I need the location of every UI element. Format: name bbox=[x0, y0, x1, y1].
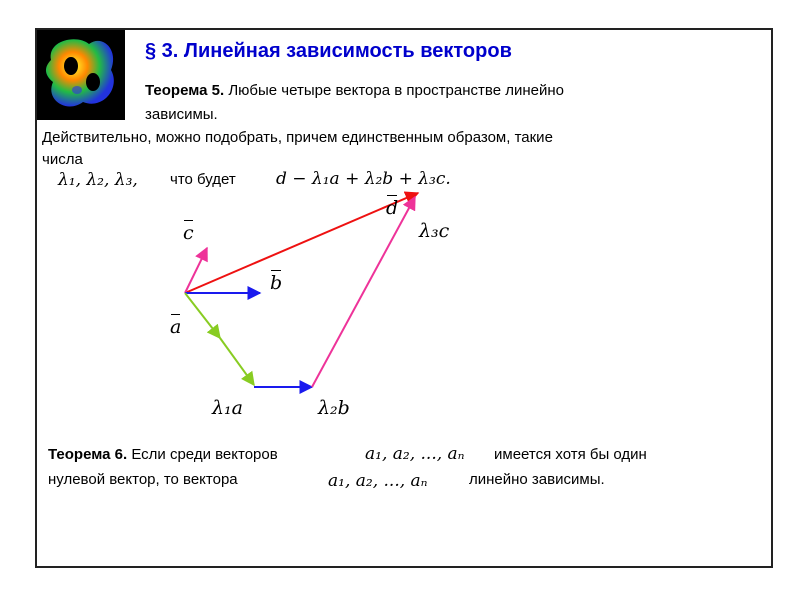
vector-lambda3-c bbox=[312, 197, 415, 387]
theorem6-text-2b: линейно зависимы. bbox=[469, 471, 605, 488]
vector-c bbox=[185, 248, 207, 293]
theorem6-text-2a: нулевой вектор, то вектора bbox=[48, 471, 238, 488]
proof-that-will: что будет bbox=[170, 171, 236, 188]
label-b: b bbox=[270, 272, 283, 294]
page-title: § 3. Линейная зависимость векторов bbox=[145, 40, 512, 62]
theorem6-text-1b: имеется хотя бы один bbox=[494, 446, 647, 463]
theorem6-line1-start bbox=[48, 446, 278, 463]
label-d: d bbox=[386, 197, 399, 219]
label-lambda1-a: λ₁a bbox=[212, 397, 243, 419]
label-a: a bbox=[170, 316, 182, 338]
proof-line1: Действительно, можно подобрать, причем единственным образом, такие bbox=[42, 129, 553, 146]
vector-a bbox=[185, 293, 220, 338]
theorem6-heading: Теорема 6. bbox=[48, 446, 128, 463]
vector-lambda1-a bbox=[220, 338, 254, 385]
theorem6-text-1a: Если среди векторов bbox=[131, 446, 278, 463]
theorem5-text: Любые четыре вектора в пространстве линейно bbox=[228, 82, 564, 99]
lambda-list: λ₁, λ₂, λ₃, bbox=[58, 170, 138, 190]
theorem5-line2: зависимы. bbox=[145, 106, 218, 123]
label-c: c bbox=[183, 222, 194, 244]
label-lambda2-b: λ₂b bbox=[318, 397, 350, 419]
theorem5-heading: Теорема 5. bbox=[145, 82, 225, 99]
vector-d bbox=[185, 193, 418, 293]
label-lambda3-c: λ₃c bbox=[419, 220, 450, 242]
theorem6-vectors-1: a₁, a₂, ..., aₙ bbox=[365, 444, 465, 464]
theorem6-vectors-2: a₁, a₂, ..., aₙ bbox=[328, 471, 428, 491]
proof-equation: d − λ₁a + λ₂b + λ₃c. bbox=[276, 169, 451, 189]
proof-line2: числа bbox=[42, 151, 83, 168]
